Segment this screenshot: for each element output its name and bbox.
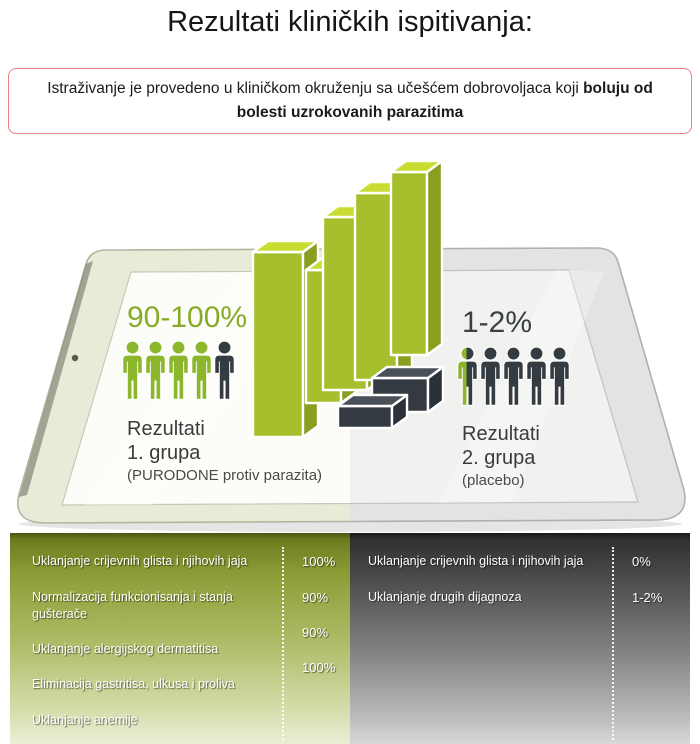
person-icon xyxy=(144,339,167,403)
group2-percent: 1-2% xyxy=(462,306,533,339)
result-label: Eliminacija gastritisa, ulkusa i proliva xyxy=(32,677,235,691)
results-panel-group1 xyxy=(10,533,350,744)
result-value: 0% xyxy=(632,554,651,569)
group2-label-line1: Rezultati xyxy=(462,423,540,445)
result-value: 1-2% xyxy=(632,590,663,605)
group1-percent: 90-100% xyxy=(127,301,248,334)
result-label: Uklanjanje drugih dijagnoza xyxy=(368,590,522,604)
notice-box xyxy=(8,68,692,134)
result-label: Uklanjanje alergijskog dermatitisa xyxy=(32,642,219,656)
person-icon xyxy=(121,339,144,403)
placebo-box-front xyxy=(338,395,407,428)
result-value: 100% xyxy=(302,660,336,675)
result-label: Uklanjanje crijevnih glista i njihovih jaja xyxy=(368,554,584,568)
group2-label xyxy=(462,422,540,492)
green-bar-5 xyxy=(391,161,442,355)
people-row-group2 xyxy=(456,345,571,409)
result-label: Normalizacija funkcionisanja i stanja gušterače xyxy=(32,590,233,621)
tablet-graphic xyxy=(0,150,700,550)
notice-text-bold: boluju od bolesti uzrokovanih parazitima xyxy=(236,80,653,121)
dotted-divider xyxy=(282,547,284,740)
people-row-group1 xyxy=(121,339,236,403)
person-icon xyxy=(479,345,502,409)
person-icon xyxy=(213,339,236,403)
person-icon xyxy=(167,339,190,403)
group1-label-line3: (PURODONE protiv parazita) xyxy=(127,467,323,484)
person-icon xyxy=(456,345,479,409)
person-icon xyxy=(190,339,213,403)
result-value: 90% xyxy=(302,625,329,640)
chart-3d-bars xyxy=(253,161,443,437)
person-icon xyxy=(525,345,548,409)
result-label: Uklanjanje anemije xyxy=(32,713,138,727)
group2-label-line2: 2. grupa xyxy=(462,447,536,469)
result-label: Uklanjanje crijevnih glista i njihovih jaja xyxy=(32,554,248,568)
results-panel-group2 xyxy=(350,533,690,744)
camera-icon xyxy=(72,355,78,361)
notice-text xyxy=(26,77,674,125)
group1-label-line2: 1. grupa xyxy=(127,442,201,464)
result-value: 100% xyxy=(302,554,336,569)
person-icon xyxy=(548,345,571,409)
group1-label xyxy=(127,417,322,487)
dotted-divider xyxy=(612,547,614,740)
group1-label-line1: Rezultati xyxy=(127,418,205,440)
group2-label-line3: (placebo) xyxy=(462,472,525,489)
person-icon xyxy=(502,345,525,409)
page-title: Rezultati kliničkih ispitivanja: xyxy=(167,6,533,38)
notice-text-normal: Istraživanje je provedeno u kliničkom okruženju sa učešćem dobrovoljaca koji xyxy=(47,80,579,97)
result-value: 90% xyxy=(302,590,329,605)
